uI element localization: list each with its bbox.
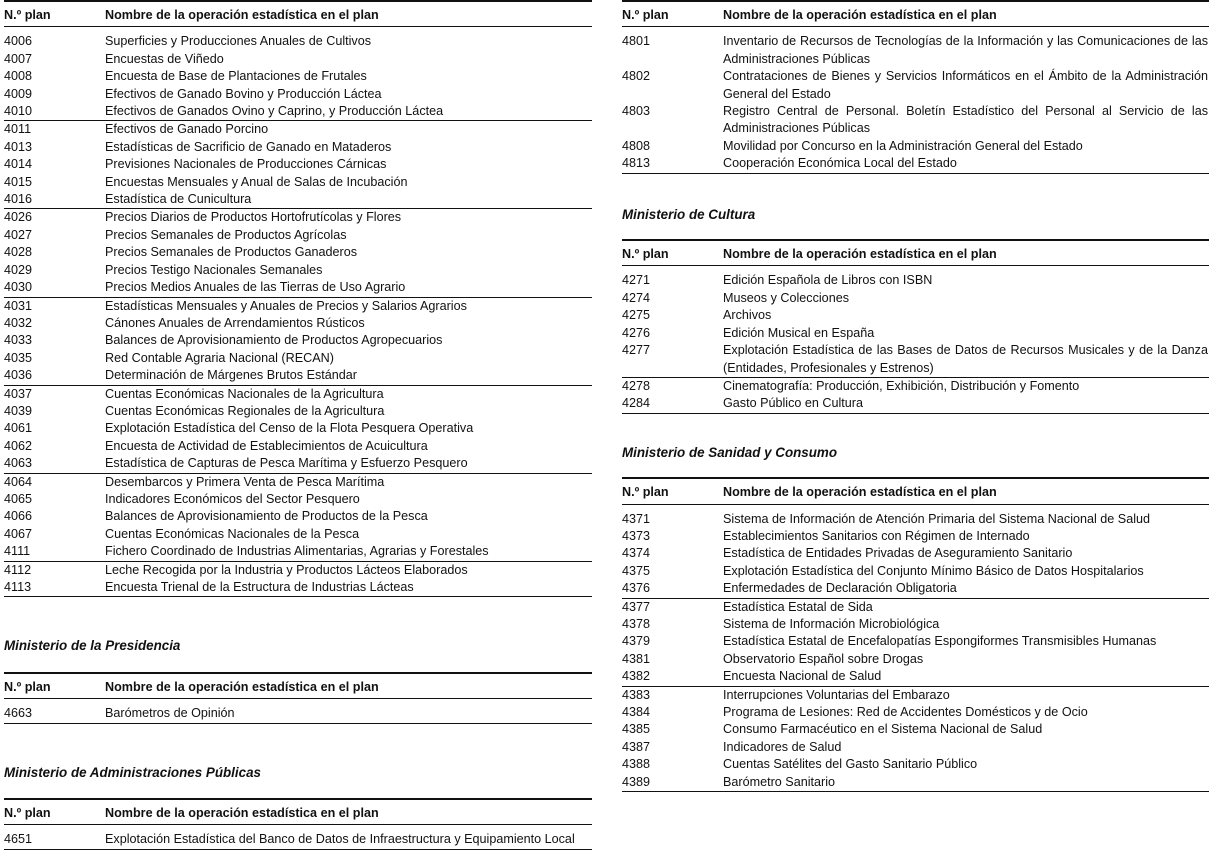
- table-row: [622, 704, 1209, 721]
- operation-name: Encuesta de Actividad de Establecimientos de Acuicultura: [105, 438, 428, 453]
- plan-code: 4011: [4, 122, 32, 137]
- plan-code: 4006: [4, 34, 33, 49]
- table-row: [622, 325, 1209, 342]
- plan-code: 4016: [4, 191, 105, 209]
- table-row: [4, 332, 592, 349]
- column-header-name: Nombre de la operación estadística en el plan: [723, 240, 1209, 266]
- plan-code: 4037: [4, 386, 33, 401]
- operation-name: Estadística de Cunicultura: [105, 191, 592, 209]
- plan-code: 4801: [622, 34, 651, 49]
- operation-name: Estadísticas de Sacrificio de Ganado en Mataderos: [105, 139, 392, 154]
- table-row: [4, 491, 592, 508]
- plan-code: 4008: [4, 69, 33, 84]
- plan-code: 4389: [622, 774, 723, 792]
- table-row: [622, 686, 1209, 704]
- operations-table: [622, 239, 1209, 414]
- operation-name: Cuentas Económicas Nacionales de la Agricultura: [105, 386, 384, 401]
- column-header-code: N.º plan: [4, 799, 105, 825]
- operation-name: Encuestas de Viñedo: [105, 51, 224, 66]
- plan-code: 4062: [4, 438, 33, 453]
- operation-name: Interrupciones Voluntarias del Embarazo: [723, 687, 950, 702]
- operation-name: Observatorio Español sobre Drogas: [723, 651, 924, 666]
- operation-name: Precios Testigo Nacionales Semanales: [105, 262, 323, 277]
- table-row: [4, 27, 592, 51]
- table-row: [622, 721, 1209, 738]
- operation-name: Precios Semanales de Productos Agrícolas: [105, 227, 347, 242]
- plan-code: 4009: [4, 86, 33, 101]
- table-row: [622, 774, 1209, 792]
- operation-name: Estadística de Entidades Privadas de Aseguramiento Sanitario: [723, 546, 1073, 561]
- plan-code: 4374: [622, 546, 651, 561]
- plan-code: 4067: [4, 526, 33, 541]
- table-row: [4, 315, 592, 332]
- table-row: [622, 307, 1209, 324]
- operations-table: [4, 798, 592, 850]
- operation-name: Desembarcos y Primera Venta de Pesca Marítima: [105, 474, 385, 489]
- table-row: [4, 367, 592, 385]
- operation-name: Efectivos de Ganado Porcino: [105, 122, 269, 137]
- operation-name: Cuentas Económicas Regionales de la Agricultura: [105, 403, 385, 418]
- operation-name: Establecimientos Sanitarios con Régimen de Internado: [723, 528, 1030, 543]
- plan-code: 4802: [622, 69, 651, 84]
- operations-table: [622, 0, 1209, 174]
- operation-name: Cuentas Económicas Nacionales de la Pesca: [105, 526, 360, 541]
- section-title: Ministerio de Administraciones Públicas: [4, 764, 261, 780]
- operation-name: Programa de Lesiones: Red de Accidentes Domésticos y de Ocio: [723, 705, 1088, 719]
- plan-code: 4378: [622, 616, 651, 631]
- operation-name: Explotación Estadística de las Bases de Datos de Recursos Musicales y de la Danza (Entidades, Profesionales y Estrenos): [723, 342, 1209, 377]
- plan-code: 4007: [4, 51, 33, 66]
- plan-code: 4371: [622, 511, 651, 526]
- operation-name: Balances de Aprovisionamiento de Productos de la Pesca: [105, 509, 428, 524]
- plan-code: 4066: [4, 509, 33, 524]
- plan-code: 4026: [4, 210, 33, 225]
- operation-name: Efectivos de Ganado Bovino y Producción Láctea: [105, 86, 382, 101]
- plan-code: 4029: [4, 262, 33, 277]
- operation-name: Balances de Aprovisionamiento de Productos Agropecuarios: [105, 333, 443, 348]
- operation-name: Estadística Estatal de Encefalopatías Espongiformes Transmisibles Humanas: [723, 634, 1157, 649]
- table-row: [4, 156, 592, 173]
- section-title: Ministerio de la Presidencia: [4, 638, 181, 654]
- table-row: [4, 825, 592, 849]
- table-row: [622, 528, 1209, 545]
- table-row: [622, 155, 1209, 173]
- plan-code: 4381: [622, 651, 651, 666]
- plan-code: 4274: [622, 290, 651, 305]
- table-row: [4, 244, 592, 261]
- operation-name: Movilidad por Concurso en la Administración General del Estado: [723, 138, 1083, 153]
- plan-code: 4383: [622, 687, 651, 702]
- column-header-name: Nombre de la operación estadística en el plan: [105, 799, 592, 825]
- operation-name: Explotación Estadística del Censo de la Flota Pesquera Operativa: [105, 421, 474, 436]
- table-row: [622, 290, 1209, 307]
- operation-name: Sistema de Información Microbiológica: [723, 616, 940, 631]
- operation-name: Encuestas Mensuales y Anual de Salas de Incubación: [105, 174, 408, 189]
- operation-name: Barómetro Sanitario: [723, 774, 1209, 792]
- plan-code: 4036: [4, 367, 105, 385]
- operation-name: Determinación de Márgenes Brutos Estándar: [105, 367, 592, 385]
- table-row: [622, 342, 1209, 377]
- plan-code: 4028: [4, 245, 33, 260]
- operation-name: Estadísticas Mensuales y Anuales de Precios y Salarios Agrarios: [105, 298, 467, 313]
- plan-code: 4376: [622, 580, 723, 598]
- plan-code: 4113: [4, 579, 105, 597]
- plan-code: 4112: [4, 562, 32, 577]
- column-header-name: Nombre de la operación estadística en el plan: [723, 478, 1209, 504]
- table-row: [4, 579, 592, 597]
- plan-code: 4063: [4, 455, 105, 473]
- operation-name: Archivos: [723, 308, 772, 323]
- table-row: [4, 438, 592, 455]
- plan-code: 4033: [4, 333, 33, 348]
- plan-code: 4388: [622, 757, 651, 772]
- table-row: [4, 121, 592, 139]
- column-header-code: N.º plan: [622, 240, 723, 266]
- operation-name: Encuesta Trienal de la Estructura de Industrias Lácteas: [105, 579, 592, 597]
- table-row: [4, 508, 592, 525]
- table-row: [4, 51, 592, 68]
- table-row: [622, 739, 1209, 756]
- section-title: Ministerio de Sanidad y Consumo: [622, 444, 838, 460]
- operation-name: Superficies y Producciones Anuales de Cultivos: [105, 34, 372, 49]
- table-row: [4, 699, 592, 723]
- plan-code: 4111: [4, 543, 105, 561]
- plan-code: 4010: [4, 103, 105, 121]
- table-row: [4, 174, 592, 191]
- operation-name: Cánones Anuales de Arrendamientos Rústicos: [105, 315, 365, 330]
- operation-name: Precios Semanales de Productos Ganaderos: [105, 245, 358, 260]
- table-row: [4, 561, 592, 579]
- operation-name: Indicadores de Salud: [723, 739, 842, 754]
- operation-name: Enfermedades de Declaración Obligatoria: [723, 580, 1209, 598]
- plan-code: 4065: [4, 491, 33, 506]
- operation-name: Cuentas Satélites del Gasto Sanitario Público: [723, 757, 978, 772]
- table-row: [4, 262, 592, 279]
- table-row: [4, 543, 592, 561]
- plan-code: 4387: [622, 739, 651, 754]
- plan-code: 4276: [622, 325, 651, 340]
- plan-code: 4064: [4, 474, 33, 489]
- column-header-code: N.º plan: [4, 1, 105, 27]
- table-row: [622, 756, 1209, 773]
- operations-table: [622, 477, 1209, 792]
- table-row: [622, 580, 1209, 598]
- plan-code: 4663: [4, 699, 105, 723]
- table-row: [622, 266, 1209, 290]
- operation-name: Efectivos de Ganados Ovino y Caprino, y Producción Láctea: [105, 103, 592, 121]
- plan-code: 4013: [4, 139, 33, 154]
- plan-code: 4382: [622, 668, 723, 686]
- column-header-name: Nombre de la operación estadística en el plan: [723, 1, 1209, 27]
- table-row: [622, 68, 1209, 103]
- operation-name: Edición Española de Libros con ISBN: [723, 273, 933, 288]
- operation-name: Explotación Estadística del Conjunto Mínimo Básico de Datos Hospitalarios: [723, 563, 1144, 578]
- plan-code: 4284: [622, 395, 723, 413]
- table-row: [4, 139, 592, 156]
- plan-code: 4385: [622, 722, 651, 737]
- table-row: [622, 668, 1209, 686]
- plan-code: 4035: [4, 350, 33, 365]
- operation-name: Cinematografía: Producción, Exhibición, Distribución y Fomento: [723, 378, 1080, 393]
- operation-name: Consumo Farmacéutico en el Sistema Nacional de Salud: [723, 722, 1043, 737]
- operation-name: Precios Diarios de Productos Hortofrutícolas y Flores: [105, 210, 402, 225]
- table-row: [4, 473, 592, 491]
- table-row: [4, 227, 592, 244]
- operation-name: Barómetros de Opinión: [105, 699, 592, 723]
- table-row: [4, 86, 592, 103]
- operation-name: Estadística Estatal de Sida: [723, 599, 873, 614]
- table-row: [622, 545, 1209, 562]
- plan-code: 4031: [4, 298, 33, 313]
- plan-code: 4808: [622, 138, 651, 153]
- operation-name: Cooperación Económica Local del Estado: [723, 155, 1209, 173]
- operation-name: Edición Musical en España: [723, 325, 875, 340]
- operation-name: Encuesta Nacional de Salud: [723, 668, 1209, 686]
- table-row: [4, 526, 592, 543]
- operation-name: Leche Recogida por la Industria y Productos Lácteos Elaborados: [105, 562, 468, 577]
- column-header-name: Nombre de la operación estadística en el plan: [105, 673, 592, 699]
- plan-code: 4032: [4, 315, 33, 330]
- plan-code: 4277: [622, 342, 723, 377]
- plan-code: 4027: [4, 227, 33, 242]
- table-row: [4, 403, 592, 420]
- operation-name: Sistema de Información de Atención Primaria del Sistema Nacional de Salud: [723, 511, 1151, 526]
- table-row: [622, 27, 1209, 68]
- plan-code: 4373: [622, 528, 651, 543]
- operation-name: Estadística de Capturas de Pesca Marítima y Esfuerzo Pesquero: [105, 455, 592, 473]
- table-row: [622, 504, 1209, 528]
- table-row: [622, 616, 1209, 633]
- table-row: [4, 68, 592, 85]
- table-row: [622, 651, 1209, 668]
- operation-name: Registro Central de Personal. Boletín Estadístico del Personal al Servicio de las Administraciones Públicas: [723, 104, 1208, 136]
- plan-code: 4803: [622, 104, 651, 119]
- plan-code: 4275: [622, 308, 651, 323]
- plan-code: 4061: [4, 421, 33, 436]
- operations-table: [4, 672, 592, 724]
- plan-code: 4379: [622, 634, 651, 649]
- left-column: [4, 0, 592, 850]
- operation-name: Explotación Estadística del Banco de Datos de Infraestructura y Equipamiento Local: [105, 825, 592, 849]
- table-row: [4, 455, 592, 473]
- table-row: [4, 297, 592, 315]
- operation-name: Contrataciones de Bienes y Servicios Informáticos en el Ámbito de la Administración General del Estado: [723, 69, 1208, 101]
- plan-code: 4813: [622, 155, 723, 173]
- table-row: [622, 377, 1209, 395]
- plan-code: 4039: [4, 403, 33, 418]
- plan-code: 4278: [622, 378, 651, 393]
- operation-name: Previsiones Nacionales de Producciones Cárnicas: [105, 157, 387, 172]
- table-row: [622, 563, 1209, 580]
- plan-code: 4384: [622, 705, 651, 719]
- plan-code: 4271: [622, 273, 651, 288]
- plan-code: 4377: [622, 599, 651, 614]
- plan-code: 4015: [4, 174, 33, 189]
- operation-name: Encuesta de Base de Plantaciones de Frutales: [105, 69, 367, 84]
- table-row: [4, 209, 592, 227]
- table-row: [4, 103, 592, 121]
- column-header-name: Nombre de la operación estadística en el plan: [105, 1, 592, 27]
- table-row: [4, 279, 592, 297]
- table-row: [4, 191, 592, 209]
- operation-name: Red Contable Agraria Nacional (RECAN): [105, 350, 334, 365]
- operation-name: Fichero Coordinado de Industrias Alimentarias, Agrarias y Forestales: [105, 543, 592, 561]
- column-header-code: N.º plan: [622, 478, 723, 504]
- column-header-code: N.º plan: [4, 673, 105, 699]
- table-row: [4, 420, 592, 437]
- right-column: [622, 0, 1209, 792]
- operation-name: Inventario de Recursos de Tecnologías de la Información y las Comunicaciones de las Administraciones Públicas: [723, 34, 1208, 66]
- table-row: [622, 103, 1209, 138]
- operations-table: [4, 0, 592, 597]
- plan-code: 4375: [622, 563, 651, 578]
- table-row: [622, 598, 1209, 616]
- operation-name: Precios Medios Anuales de las Tierras de Uso Agrario: [105, 279, 592, 297]
- column-header-code: N.º plan: [622, 1, 723, 27]
- table-row: [622, 633, 1209, 650]
- plan-code: 4651: [4, 825, 105, 849]
- operation-name: Museos y Colecciones: [723, 290, 849, 305]
- table-row: [622, 395, 1209, 413]
- operation-name: Gasto Público en Cultura: [723, 395, 1209, 413]
- table-row: [622, 138, 1209, 155]
- table-row: [4, 350, 592, 367]
- plan-code: 4030: [4, 279, 105, 297]
- operation-name: Indicadores Económicos del Sector Pesquero: [105, 491, 360, 506]
- plan-code: 4014: [4, 157, 33, 172]
- section-title: Ministerio de Cultura: [622, 206, 756, 222]
- table-row: [4, 385, 592, 403]
